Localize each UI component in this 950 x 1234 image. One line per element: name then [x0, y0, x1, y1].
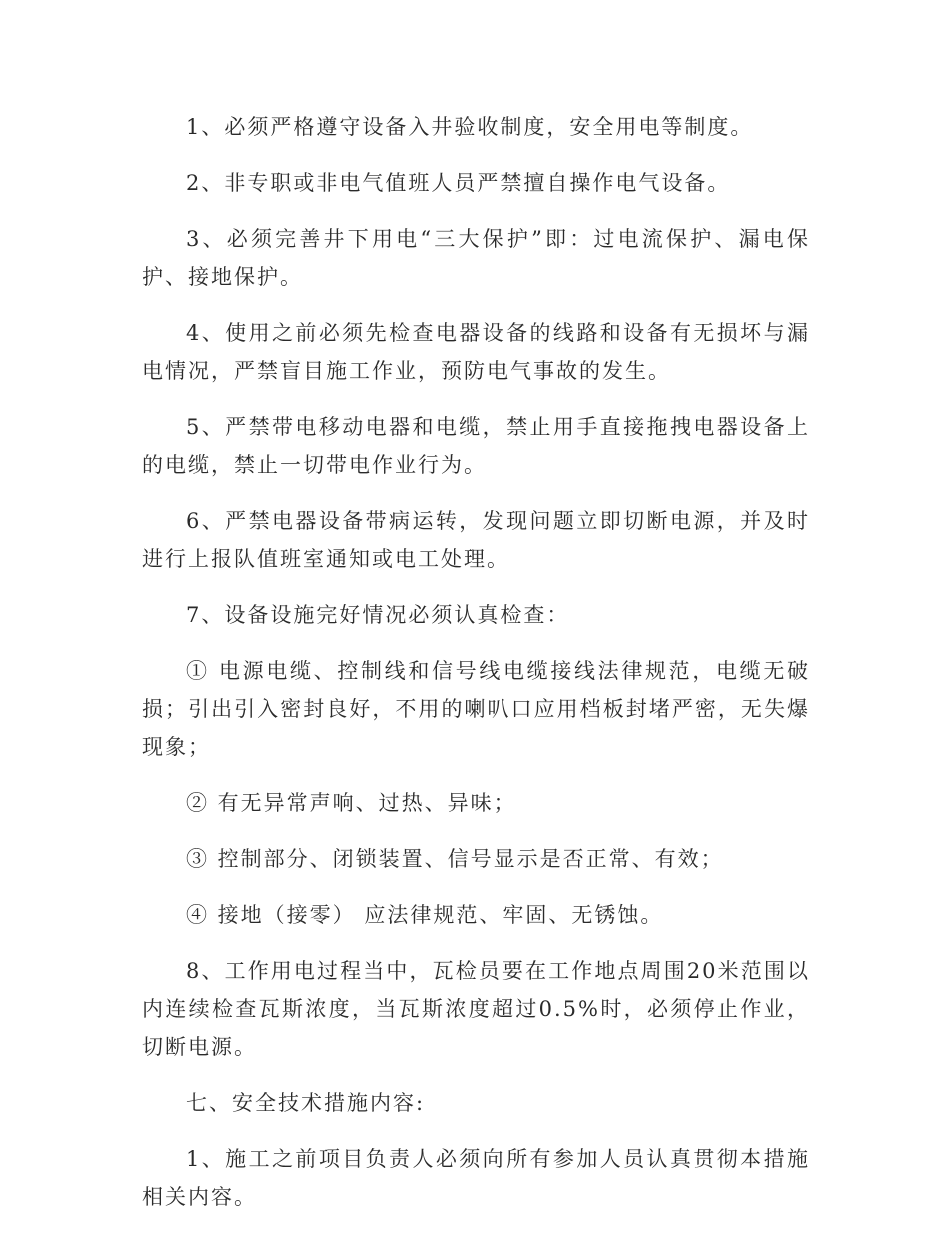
- document-body: [142, 108, 810, 1234]
- paragraph-check-item-1: ① 电源电缆、控制线和信号线电缆接线法律规范，电缆无破损；引出引入密封良好，不用的喇叭口应用档板封堵严密，无失爆现象；: [142, 659, 810, 759]
- paragraph-rule-4: 4、使用之前必须先检查电器设备的线路和设备有无损坏与漏电情况，严禁盲目施工作业，预防电气事故的发生。: [142, 321, 810, 383]
- paragraph-rule-5: 5、严禁带电移动电器和电缆，禁止用手直接拖拽电器设备上的电缆，禁止一切带电作业行为。: [142, 415, 810, 477]
- paragraph-rule-8: 8、工作用电过程当中，瓦检员要在工作地点周围20米范围以内连续检查瓦斯浓度，当瓦斯浓度超过0.5%时，必须停止作业，切断电源。: [142, 959, 810, 1059]
- paragraph-rule-6: 6、严禁电器设备带病运转，发现问题立即切断电源，并及时进行上报队值班室通知或电工处理。: [142, 509, 810, 571]
- paragraph-rule-7: 7、设备设施完好情况必须认真检查：: [186, 603, 570, 627]
- paragraph-measure-1: 1、施工之前项目负责人必须向所有参加人员认真贯彻本措施相关内容。: [142, 1147, 810, 1209]
- paragraph-rule-1: 1、必须严格遵守设备入井验收制度，安全用电等制度。: [186, 115, 754, 139]
- paragraph-check-item-4: ④ 接地（接零） 应法律规范、牢固、无锈蚀。: [186, 903, 664, 927]
- paragraph-rule-3: 3、必须完善井下用电“三大保护”即：过电流保护、漏电保护、接地保护。: [142, 227, 810, 289]
- section-heading-seven: 七、安全技术措施内容:: [186, 1091, 426, 1115]
- paragraph-rule-2: 2、非专职或非电气值班人员严禁擅自操作电气设备。: [186, 171, 731, 195]
- paragraph-check-item-3: ③ 控制部分、闭锁装置、信号显示是否正常、有效；: [186, 847, 724, 871]
- paragraph-check-item-2: ② 有无异常声响、过热、异味；: [186, 791, 517, 815]
